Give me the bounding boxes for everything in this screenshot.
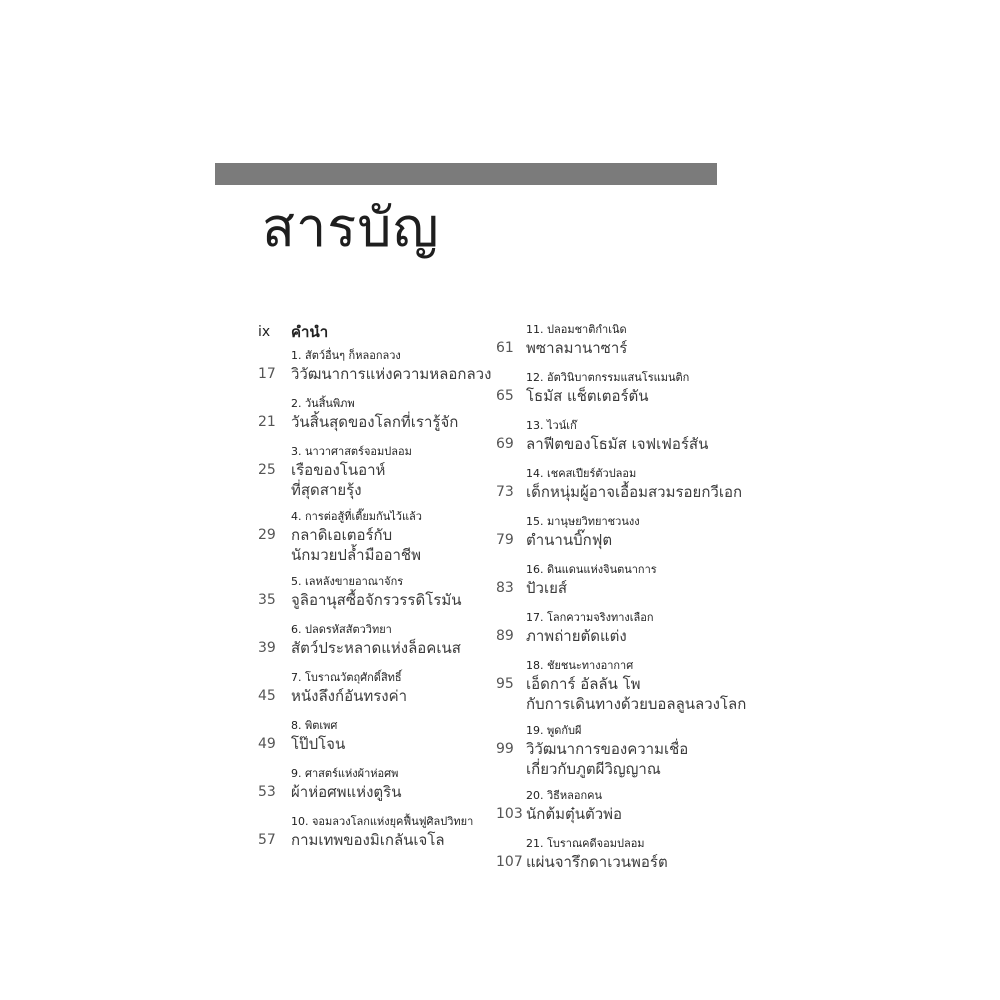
chapter-label: 15. มานุษยวิทยาชวนงง [526,515,640,528]
toc-entry[interactable] [258,396,508,432]
entry-title [291,412,458,432]
toc-column-right [496,322,746,884]
toc-entry[interactable] [258,444,508,500]
page-number: 73 [496,484,514,500]
chapter-label: 9. ศาสตร์แห่งผ้าห่อศพ [291,767,399,780]
chapter-label: 3. นาวาศาสตร์จอมปลอม [291,445,412,458]
page-number: 95 [496,676,514,692]
chapter-label: 7. โบราณวัตถุศักดิ์สิทธิ์ [291,671,402,684]
chapter-label: 18. ชัยชนะทางอากาศ [526,659,634,672]
chapter-label: 4. การต่อสู้ที่เตี๊ยมกันไว้แล้ว [291,510,422,523]
page-number: 39 [258,640,276,656]
chapter-label: 16. ดินแดนแห่งจินตนาการ [526,563,657,576]
entry-title-line: วิวัฒนาการแห่งความหลอกลวง [291,365,492,383]
entry-title-line: วันสิ้นสุดของโลกที่เรารู้จัก [291,413,459,431]
toc-entry[interactable] [496,562,746,598]
entry-title-line: วิวัฒนาการของความเชื่อ [526,740,689,758]
page-number: 65 [496,388,514,404]
entry-title [526,482,742,502]
entry-title-line: ผ้าห่อศพแห่งตูริน [291,783,402,801]
page-number: 35 [258,592,276,608]
entry-title-line: คำนำ [291,323,329,341]
entry-title [526,530,612,550]
entry-title [291,734,345,754]
entry-title [526,626,627,646]
page-number: 25 [258,462,276,478]
entry-title [291,322,328,342]
entry-title [526,852,668,872]
entry-title [291,686,407,706]
toc-entry[interactable] [496,418,746,454]
chapter-label: 6. ปลดรหัสสัตววิทยา [291,623,392,636]
page-number: 21 [258,414,276,430]
page-number: ix [258,324,271,340]
entry-title-line: ที่สุดสายรุ้ง [291,481,362,499]
page-number: 89 [496,628,514,644]
toc-entry[interactable] [258,766,508,802]
entry-title-line: ปัวเยส์ [526,579,568,597]
page-number: 49 [258,736,276,752]
toc-entry[interactable] [258,718,508,754]
entry-title [526,739,688,779]
header-bar [215,163,717,185]
entry-title [526,804,622,824]
entry-title-line: พซาลมานาซาร์ [526,339,628,357]
entry-title [291,460,385,500]
toc-entry[interactable] [258,670,508,706]
entry-title [526,386,649,406]
chapter-label: 2. วันสิ้นพิภพ [291,397,355,410]
entry-title [291,830,445,850]
chapter-label: 11. ปลอมชาติกำเนิด [526,323,627,336]
entry-title [526,578,567,598]
toc-entry[interactable] [496,723,746,779]
entry-title [291,364,491,384]
entry-title-line: สัตว์ประหลาดแห่งล็อคเนส [291,639,461,657]
page-number: 99 [496,741,514,757]
entry-title-line: เด็กหนุ่มผู้อาจเอื้อมสวมรอยกวีเอก [526,483,743,501]
toc-entry[interactable] [496,370,746,406]
entry-title-line: ตำนานบิ๊กฟุต [526,531,613,549]
toc-entry[interactable] [496,788,746,824]
entry-title-line: โป๊ปโจน [291,735,346,753]
entry-title-line: เรือของโนอาห์ [291,461,386,479]
page-number: 17 [258,366,276,382]
chapter-label: 10. จอมลวงโลกแห่งยุคฟื้นฟูศิลปวิทยา [291,815,474,828]
entry-title-line: นักต้มตุ๋นตัวพ่อ [526,805,623,823]
toc-entry[interactable] [496,610,746,646]
entry-title-line: นักมวยปล้ำมืออาชีพ [291,546,421,564]
entry-title-line: แผ่นจารึกดาเวนพอร์ต [526,853,668,871]
chapter-label: 14. เชคสเปียร์ตัวปลอม [526,467,637,480]
entry-title [291,782,401,802]
page-number: 57 [258,832,276,848]
entry-title-line: กามเทพของมิเกลันเจโล [291,831,445,849]
chapter-label: 1. สัตว์อื่นๆ ก็หลอกลวง [291,349,401,362]
entry-title-line: จูลิอานุสซื้อจักรวรรดิโรมัน [291,591,462,609]
entry-title [291,525,421,565]
chapter-label: 19. พูดกับผี [526,724,582,737]
chapter-label: 20. วิธีหลอกคน [526,789,603,802]
toc-entry[interactable] [496,658,746,714]
toc-entry[interactable] [258,814,508,850]
page-number: 29 [258,527,276,543]
entry-title-line: กลาดิเอเตอร์กับ [291,526,393,544]
chapter-label: 12. อัตวินิบาตกรรมแสนโรแมนติก [526,371,690,384]
page-number: 69 [496,436,514,452]
entry-title-line: โธมัส แช็ตเตอร์ตัน [526,387,649,405]
toc-entry[interactable] [258,622,508,658]
toc-entry[interactable] [496,466,746,502]
entry-title [526,674,746,714]
toc-entry[interactable] [496,836,746,872]
page-number: 45 [258,688,276,704]
chapter-label: 21. โบราณคดีจอมปลอม [526,837,645,850]
entry-title-line: ลาฟีตของโธมัส เจฟเฟอร์สัน [526,435,709,453]
toc-column-left [258,322,508,862]
page-title: สารบัญ [262,196,440,259]
toc-entry[interactable] [496,514,746,550]
entry-title [291,638,461,658]
toc-entry[interactable] [258,348,508,384]
toc-entry[interactable] [258,574,508,610]
page-number: 107 [496,854,523,870]
entry-title-line: เอ็ดการ์ อัลลัน โพ [526,675,641,693]
entry-title-line: เกี่ยวกับภูตผีวิญญาณ [526,760,661,778]
entry-title-line: ภาพถ่ายตัดแต่ง [526,627,627,645]
entry-title-line: กับการเดินทางด้วยบอลลูนลวงโลก [526,695,747,713]
chapter-label: 5. เลหลังขายอาณาจักร [291,575,404,588]
page-number: 83 [496,580,514,596]
page-number: 53 [258,784,276,800]
entry-title [526,338,627,358]
page-number: 61 [496,340,514,356]
chapter-label: 17. โลกความจริงทางเลือก [526,611,654,624]
entry-title-line: หนังลึงก์อันทรงค่า [291,687,408,705]
chapter-label: 8. พิตเพศ [291,719,338,732]
entry-title [291,590,461,610]
page-number: 103 [496,806,523,822]
toc-entry[interactable] [496,322,746,358]
chapter-label: 13. ไวน์เก๊ [526,419,577,432]
toc-entry[interactable] [258,509,508,565]
toc-entry[interactable] [258,322,508,342]
page-number: 79 [496,532,514,548]
entry-title [526,434,708,454]
